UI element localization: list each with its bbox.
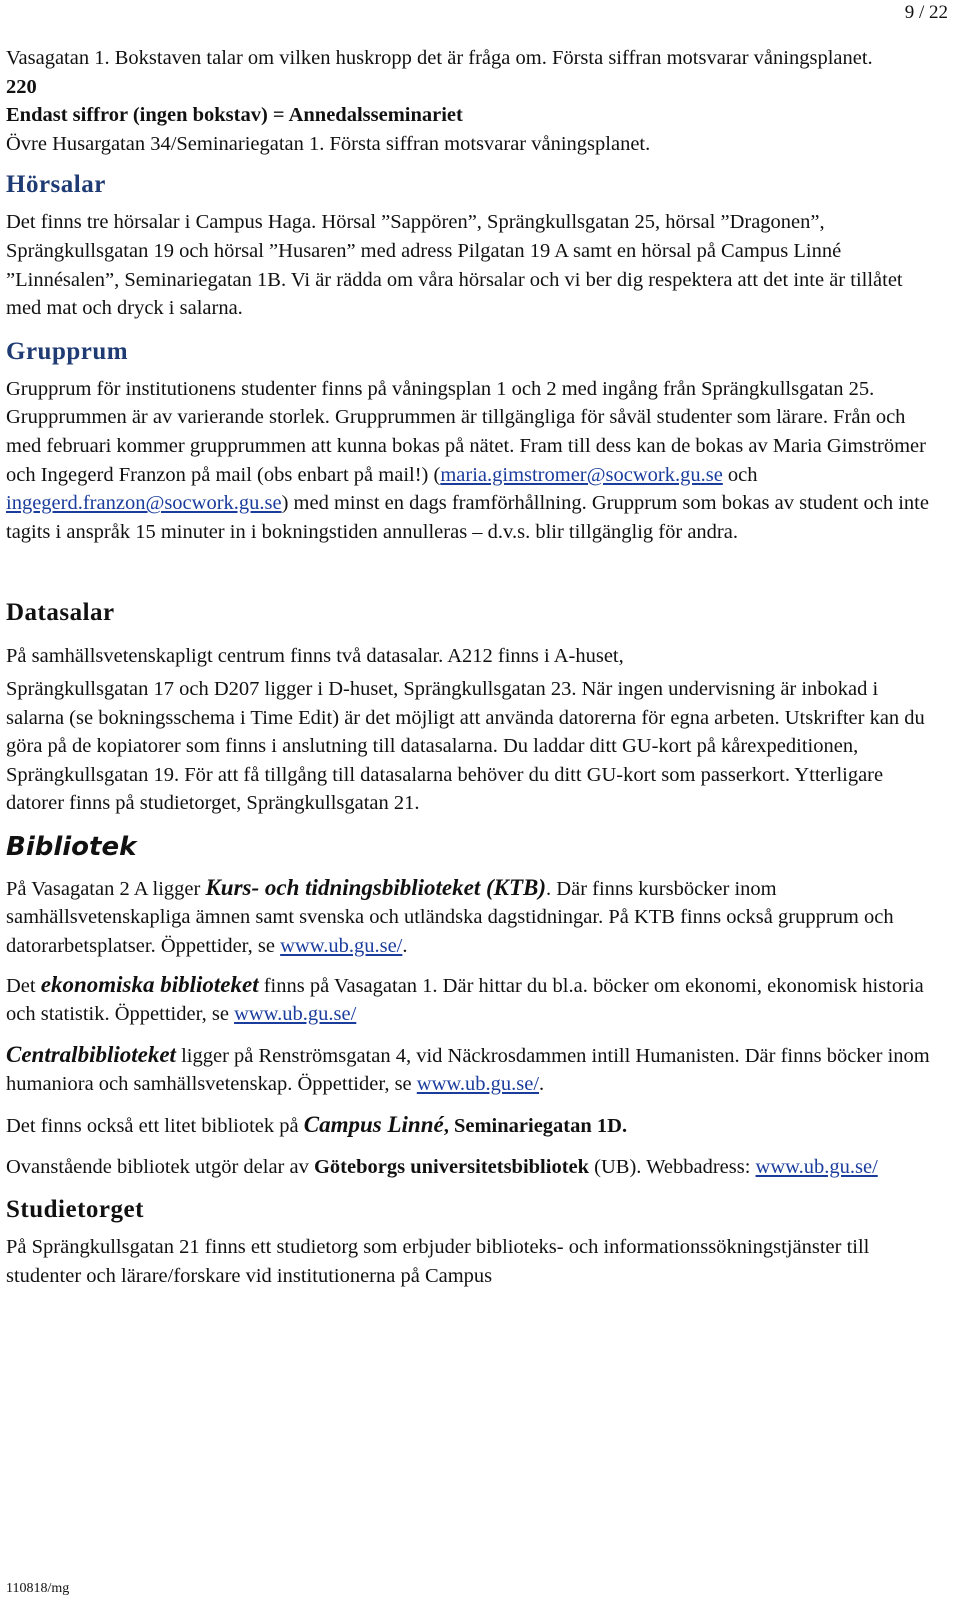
grupprum-paragraph (6, 375, 941, 547)
central-end: . (539, 1073, 545, 1096)
ub-text: (UB). Webbadress: (589, 1155, 756, 1178)
email-link-ingegerd[interactable]: ingegerd.franzon@socwork.gu.se (6, 492, 282, 515)
datasalar-paragraph-2: Sprängkullsgatan 17 och D207 ligger i D-huset, Sprängkullsgatan 23. När ingen undervisning är inbokad i salarna (se bokningsschema i Time Edit) är det möjligt att använda datorerna för egna arbeten. Utskrifter kan du göra på de kopiatorer som finns i anslutning till datasalarna. Du laddar ditt GU-kort på kårexpeditionen, Sprängkullsgatan 19. För att få tillgång till datasalarna behöver du ditt GU-kort som passerkort. Ytterligare datorer finns på studietorget, Sprängkullsgatan 21. (6, 677, 925, 815)
grupprum-text-end: ) med minst en dags framförhållning. Grupprum som bokas av student och inte tagits i anspråk 15 minuter in i bokningstiden annulleras – d.v.s. blir tillgänglig för andra. (6, 492, 929, 543)
intro-line-2: Övre Husargatan 34/Seminariegatan 1. Första siffran motsvarar våningsplanet. (6, 132, 651, 155)
grupprum-text: Grupprum för institutionens studenter finns på våningsplan 1 och 2 med ingång från Sprängkullsgatan 25. Grupprummen är av varierande storlek. Grupprummen är tillgängliga för såväl studenter som lärare. Från och med februari kommer grupprummen att kunna bokas på nätet. Fram till dess kan de bokas av Maria Gimströmer och Ingegerd Franzon på mail (obs enbart på mail!) ( (6, 377, 926, 486)
ub-link-eko[interactable]: www.ub.gu.se/ (234, 1003, 357, 1026)
ub-link-ktb[interactable]: www.ub.gu.se/ (280, 935, 403, 958)
heading-horsalar: Hörsalar (6, 171, 106, 199)
bibliotek-paragraph-linne (6, 1111, 941, 1141)
bibliotek-paragraph-central (6, 1041, 941, 1099)
linne-text-pre: Det finns också ett litet bibliotek på (6, 1115, 304, 1138)
ktb-text-pre: På Vasagatan 2 A ligger (6, 877, 206, 900)
bibliotek-paragraph-ekonomi (6, 971, 941, 1029)
heading-grupprum: Grupprum (6, 337, 129, 365)
room-code: 220 (6, 75, 37, 98)
studietorget-paragraph: På Sprängkullsgatan 21 finns ett studietorg som erbjuder biblioteks- och informationssökningstjänster till studenter och lärare/forskare vid institutionerna på Campus (6, 1236, 870, 1287)
ub-link-webb[interactable]: www.ub.gu.se/ (755, 1155, 878, 1178)
footer-code: 110818/mg (6, 1581, 70, 1596)
heading-datasalar: Datasalar (6, 599, 115, 627)
ub-text-pre: Ovanstående bibliotek utgör delar av (6, 1155, 314, 1178)
horsalar-paragraph (6, 208, 941, 322)
bibliotek-paragraph-ub (6, 1153, 941, 1182)
linne-name: Campus Linné (303, 1112, 444, 1138)
linne-address: , Seminariegatan 1D. (443, 1115, 628, 1138)
horsalar-text-b: Hörsal ”Sappören”, Sprängkullsgatan 25, hörsal ”Dragonen”, Sprängkullsgatan 19 och hörsal ”Husaren” med adress Pilgatan 19 A samt en hörsal på Campus Linné ”Linnésalen”, Seminariegatan 1B. Vi är rädda om våra hörsalar och vi ber dig respektera att det inte är tillåtet med mat och dryck i salarna. (6, 211, 903, 320)
ktb-end: . (402, 935, 408, 958)
ktb-text: . Där finns kursböcker inom samhällsvetenskapliga ämnen samt svenska och utländska dagstidningar. På KTB finns också grupprum och datorarbetsplatser. Öppettider, se (6, 877, 894, 958)
heading-bibliotek: Bibliotek (6, 831, 137, 862)
page-number: 9 / 22 (904, 2, 948, 23)
email-link-maria[interactable]: maria.gimstromer@socwork.gu.se (440, 463, 723, 486)
eko-text-pre: Det (6, 974, 41, 997)
central-name: Centralbiblioteket (6, 1041, 176, 1067)
horsalar-text-a: Det finns tre hörsalar i Campus Haga. (6, 211, 317, 234)
ub-name: Göteborgs universitetsbibliotek (313, 1155, 590, 1178)
central-text: ligger på Renströmsgatan 4, vid Näckrosdammen intill Humanisten. Där finns böcker inom humaniora och samhällsvetenskap. Öppettider, se (6, 1044, 930, 1096)
ub-link-central[interactable]: www.ub.gu.se/ (416, 1073, 540, 1096)
document-body (6, 44, 941, 1290)
intro-bold-line: Endast siffror (ingen bokstav) = Annedalsseminariet (6, 104, 463, 127)
eko-name: ekonomiska biblioteket (40, 971, 259, 997)
datasalar-paragraph-1: På samhällsvetenskapligt centrum finns två datasalar. A212 finns i A-huset, (6, 645, 624, 668)
eko-text: finns på Vasagatan 1. Där hittar du bl.a. böcker om ekonomi, ekonomisk historia och statistik. Öppettider, se (6, 974, 924, 1026)
grupprum-and: och (722, 463, 758, 486)
heading-studietorget: Studietorget (6, 1196, 144, 1224)
intro-line: Vasagatan 1. Bokstaven talar om vilken huskropp det är fråga om. Första siffran motsvarar våningsplanet. (6, 47, 873, 69)
ktb-name: Kurs- och tidningsbiblioteket (KTB) (205, 874, 547, 900)
bibliotek-paragraph-ktb (6, 874, 941, 961)
